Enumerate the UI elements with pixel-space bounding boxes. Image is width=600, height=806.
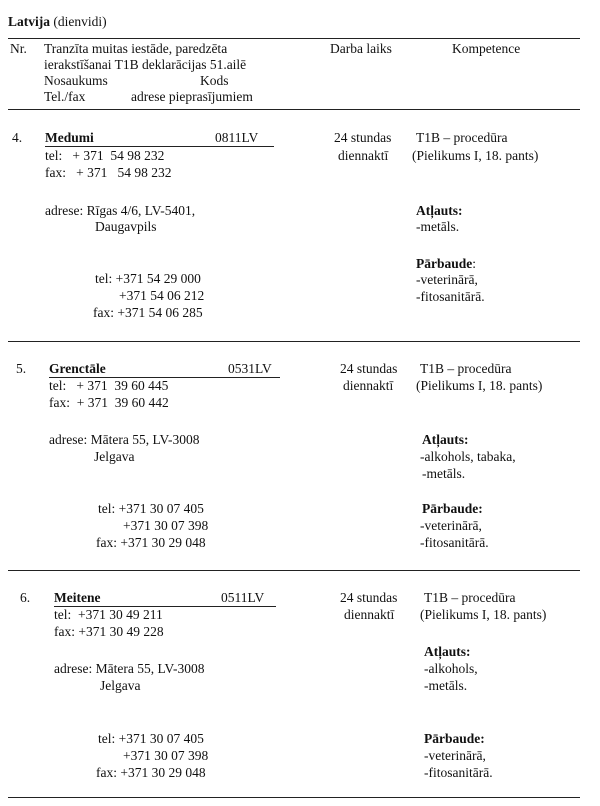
office-allowed-item: -metāls. — [416, 219, 460, 234]
office-check-title — [416, 256, 476, 272]
office-address-line2: Jelgava — [94, 449, 135, 464]
office-check-title — [422, 501, 483, 517]
office-name: Grenctāle — [49, 361, 106, 376]
office-address-line1: adrese: Mātera 55, LV-3008 — [49, 432, 200, 447]
office-code: 0531LV — [228, 361, 272, 376]
office-check-title-text: Pārbaude: — [424, 731, 485, 746]
office-proc-line2: (Pielikums I, 18. pants) — [412, 148, 539, 163]
office-address-line1: adrese: Mātera 55, LV-3008 — [54, 661, 205, 676]
header-code-label: Kods — [200, 73, 229, 88]
office-allowed-title: Atļauts: — [422, 432, 469, 447]
office-hours-line2: diennaktī — [338, 148, 389, 163]
office-code: 0511LV — [221, 590, 265, 605]
header-competence: Kompetence — [452, 41, 521, 56]
office-proc-line2: (Pielikums I, 18. pants) — [416, 378, 543, 393]
office-check-title-text: Pārbaude: — [422, 501, 483, 516]
office-nr: 5. — [16, 361, 27, 376]
office-allowed-item: -metāls. — [424, 678, 468, 693]
office-check-title-text: Pārbaude — [416, 256, 473, 271]
office-req-tel2: +371 30 07 398 — [123, 518, 209, 533]
office-hours-line2: diennaktī — [343, 378, 394, 393]
office-check-item: -veterinārā, — [424, 748, 486, 763]
office-proc-line1: T1B – procedūra — [416, 130, 508, 145]
office-fax: fax: +371 30 49 228 — [54, 624, 164, 639]
office-nr: 4. — [12, 130, 23, 145]
page-title — [8, 14, 107, 30]
office-fax: fax: + 371 54 98 232 — [45, 165, 172, 180]
row-divider — [8, 797, 580, 798]
office-proc-line1: T1B – procedūra — [424, 590, 516, 605]
office-check-item: -fitosanitārā. — [424, 765, 493, 780]
header-address-label: adrese pieprasījumiem — [131, 89, 253, 104]
office-fax: fax: + 371 39 60 442 — [49, 395, 169, 410]
office-address-line2: Jelgava — [100, 678, 141, 693]
office-req-tel2: +371 54 06 212 — [119, 288, 205, 303]
office-check-item: -veterinārā, — [416, 272, 478, 287]
office-req-tel1: tel: +371 30 07 405 — [98, 501, 204, 516]
office-check-item: -fitosanitārā. — [416, 289, 485, 304]
office-address-line1: adrese: Rīgas 4/6, LV-5401, — [45, 203, 196, 218]
header-hours: Darba laiks — [330, 41, 392, 56]
office-allowed-title: Atļauts: — [424, 644, 471, 659]
office-nr: 6. — [20, 590, 31, 605]
row-divider — [8, 570, 580, 571]
office-allowed-item: -metāls. — [422, 466, 466, 481]
office-name-underline — [45, 146, 274, 147]
header-office-line1: Tranzīta muitas iestāde, paredzēta — [44, 41, 228, 56]
office-tel: tel: + 371 39 60 445 — [49, 378, 169, 393]
office-req-tel1: tel: +371 54 29 000 — [95, 271, 201, 286]
office-hours-line2: diennaktī — [344, 607, 395, 622]
office-proc-line1: T1B – procedūra — [420, 361, 512, 376]
office-req-fax: fax: +371 30 29 048 — [96, 765, 206, 780]
row-divider — [8, 341, 580, 342]
office-name: Medumi — [45, 130, 94, 145]
office-allowed-title: Atļauts: — [416, 203, 463, 218]
office-check-item: -fitosanitārā. — [420, 535, 489, 550]
office-name: Meitene — [54, 590, 101, 605]
header-name-label: Nosaukums — [44, 73, 108, 88]
office-allowed-item: -alkohols, tabaka, — [420, 449, 516, 464]
header-top-rule — [8, 38, 580, 39]
header-nr: Nr. — [10, 41, 27, 56]
header-office-line2: ierakstīšanai T1B deklarācijas 51.ailē — [44, 57, 247, 72]
office-req-fax: fax: +371 30 29 048 — [96, 535, 206, 550]
office-tel: tel: +371 30 49 211 — [54, 607, 163, 622]
office-check-title — [424, 731, 485, 747]
header-bottom-rule — [8, 109, 580, 110]
office-address-line2: Daugavpils — [95, 219, 157, 234]
office-allowed-item: -alkohols, — [424, 661, 478, 676]
office-tel: tel: + 371 54 98 232 — [45, 148, 165, 163]
region-suffix: (dienvidi) — [50, 14, 107, 29]
office-code: 0811LV — [215, 130, 259, 145]
office-proc-line2: (Pielikums I, 18. pants) — [420, 607, 547, 622]
header-tel-label: Tel./fax — [44, 89, 86, 104]
office-req-fax: fax: +371 54 06 285 — [93, 305, 203, 320]
office-hours-line1: 24 stundas — [340, 361, 398, 376]
office-check-title-suffix: : — [472, 256, 477, 271]
region-name: Latvija — [8, 14, 50, 29]
office-hours-line1: 24 stundas — [340, 590, 398, 605]
office-req-tel2: +371 30 07 398 — [123, 748, 209, 763]
office-check-item: -veterinārā, — [420, 518, 482, 533]
office-hours-line1: 24 stundas — [334, 130, 392, 145]
office-req-tel1: tel: +371 30 07 405 — [98, 731, 204, 746]
